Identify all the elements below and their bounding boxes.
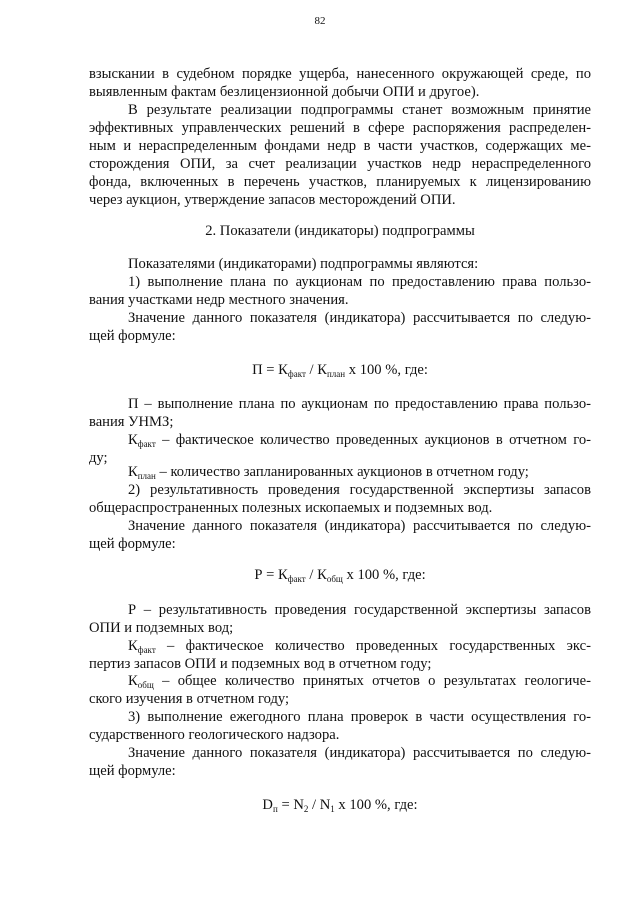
section-heading: 2. Показатели (индикаторы) подпрограммы: [205, 223, 475, 239]
text-line: $К_{факт}$ – фактическое количество проведенных аукционов в отчетном го-: [128, 432, 591, 449]
text-line: выявленным фактам безлицензионной добычи ОПИ и другое).: [89, 84, 480, 100]
text-line: В результате реализации подпрограммы станет возможным принятие: [128, 102, 591, 118]
text-line: $К_{план}$ – количество запланированных аукционов в отчетном году;: [128, 464, 529, 481]
formula-1: $П = К_{факт} / К_{план}$ х 100 %, где:: [252, 362, 428, 379]
text-line: сторождения ОПИ, за счет реализации участков недр нераспределенного: [89, 156, 591, 172]
text-line: $К_{общ}$ – общее количество принятых отчетов о результатах геологиче-: [128, 673, 591, 690]
text-line: общераспространенных полезных ископаемых и подземных вод.: [89, 500, 493, 516]
text-line: ным и нераспределенным фондами недр в части участков, содержащих ме-: [89, 138, 591, 154]
text-line: взыскании в судебном порядке ущерба, нанесенного окружающей среде, по: [89, 66, 591, 82]
text-line: щей формуле:: [89, 536, 176, 552]
text-line: Показателями (индикаторами) подпрограммы являются:: [128, 256, 479, 272]
text-line: Значение данного показателя (индикатора) рассчитывается по следую-: [128, 518, 591, 534]
text-line: ОПИ и подземных вод;: [89, 620, 234, 636]
text-line: ду;: [89, 450, 108, 466]
formula-3: $D_п = N_2 / N_1$ х 100 %, где:: [262, 797, 418, 814]
text-line: 3) выполнение ежегодного плана проверок в части осуществления го-: [128, 709, 591, 725]
text-line: Р – результативность проведения государственной экспертизы запасов: [128, 602, 591, 618]
text-line: фонда, включенных в перечень участков, планируемых к лицензированию: [89, 174, 591, 190]
text-line: щей формуле:: [89, 763, 176, 779]
text-line: $К_{факт}$ – фактическое количество проведенных государственных экс-: [128, 638, 591, 655]
text-line: П – выполнение плана по аукционам по предоставлению права пользо-: [128, 396, 591, 412]
text-line: Значение данного показателя (индикатора) рассчитывается по следую-: [128, 310, 591, 326]
text-line: вания участками недр местного значения.: [89, 292, 349, 308]
text-line: через аукцион, утверждение запасов месторождений ОПИ.: [89, 192, 456, 208]
text-line: сударственного геологического надзора.: [89, 727, 340, 743]
text-line: пертиз запасов ОПИ и подземных вод в отчетном году;: [89, 656, 432, 672]
text-line: щей формуле:: [89, 328, 176, 344]
text-line: Значение данного показателя (индикатора) рассчитывается по следую-: [128, 745, 591, 761]
text-line: 1) выполнение плана по аукционам по предоставлению права пользо-: [128, 274, 591, 290]
formula-2: $Р = К_{факт} / К_{общ}$ х 100 %, где:: [254, 567, 426, 584]
text-line: ского изучения в отчетном году;: [89, 691, 290, 707]
text-line: 2) результативность проведения государственной экспертизы запасов: [128, 482, 591, 498]
page-number: 82: [314, 15, 326, 27]
text-line: эффективных управленческих решений в сфере распоряжения распределен-: [89, 120, 591, 136]
text-line: вания УНМЗ;: [89, 414, 174, 430]
